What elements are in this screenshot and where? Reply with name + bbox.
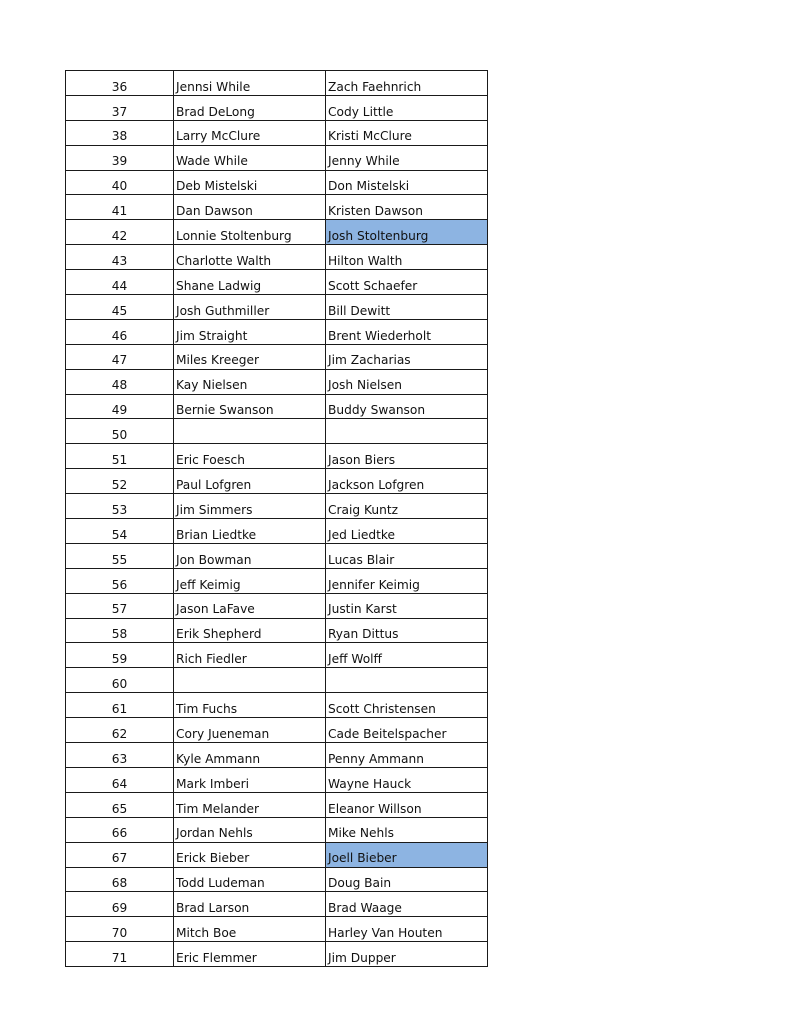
table-row [66, 120, 488, 145]
partner-name-cell: Wayne Hauck [326, 767, 488, 792]
partner-name-cell: Kristen Dawson [326, 195, 488, 220]
row-number-cell: 52 [66, 469, 174, 494]
first-name-cell: Paul Lofgren [174, 469, 326, 494]
first-name-cell: Jason LaFave [174, 593, 326, 618]
row-number-cell: 67 [66, 842, 174, 867]
first-name-cell: Wade While [174, 145, 326, 170]
table-row [66, 245, 488, 270]
row-number-cell: 41 [66, 195, 174, 220]
row-number-cell: 54 [66, 519, 174, 544]
row-number-cell: 57 [66, 593, 174, 618]
row-number-cell: 38 [66, 120, 174, 145]
highlighted-partner-name-cell: Joell Bieber [326, 842, 488, 867]
partner-name-cell: Bill Dewitt [326, 295, 488, 320]
row-number-cell: 40 [66, 170, 174, 195]
table-row [66, 892, 488, 917]
table-row [66, 519, 488, 544]
first-name-cell: Todd Ludeman [174, 867, 326, 892]
partner-name-cell: Jason Biers [326, 444, 488, 469]
first-name-cell: Jeff Keimig [174, 568, 326, 593]
table-row [66, 693, 488, 718]
row-number-cell: 36 [66, 71, 174, 96]
partner-name-cell: Lucas Blair [326, 543, 488, 568]
row-number-cell: 62 [66, 718, 174, 743]
table-row [66, 295, 488, 320]
table-row [66, 618, 488, 643]
pairings-table [65, 70, 488, 967]
first-name-cell: Jim Simmers [174, 494, 326, 519]
first-name-cell: Tim Fuchs [174, 693, 326, 718]
row-number-cell: 51 [66, 444, 174, 469]
table-row [66, 270, 488, 295]
first-name-cell: Dan Dawson [174, 195, 326, 220]
row-number-cell: 61 [66, 693, 174, 718]
row-number-cell: 70 [66, 917, 174, 942]
first-name-cell: Jennsi While [174, 71, 326, 96]
row-number-cell: 39 [66, 145, 174, 170]
partner-name-cell: Kristi McClure [326, 120, 488, 145]
pairings-table-body [66, 71, 488, 967]
partner-name-cell: Zach Faehnrich [326, 71, 488, 96]
row-number-cell: 37 [66, 95, 174, 120]
table-row [66, 494, 488, 519]
partner-name-cell: Cade Beitelspacher [326, 718, 488, 743]
table-row [66, 469, 488, 494]
row-number-cell: 58 [66, 618, 174, 643]
table-row [66, 867, 488, 892]
partner-name-cell: Cody Little [326, 95, 488, 120]
first-name-cell: Jim Straight [174, 319, 326, 344]
table-row [66, 220, 488, 245]
first-name-cell: Erik Shepherd [174, 618, 326, 643]
table-row [66, 568, 488, 593]
table-row [66, 817, 488, 842]
partner-name-cell: Jeff Wolff [326, 643, 488, 668]
row-number-cell: 53 [66, 494, 174, 519]
first-name-cell: Rich Fiedler [174, 643, 326, 668]
first-name-cell: Kyle Ammann [174, 743, 326, 768]
row-number-cell: 42 [66, 220, 174, 245]
first-name-cell: Eric Flemmer [174, 942, 326, 967]
first-name-cell: Jordan Nehls [174, 817, 326, 842]
partner-name-cell: Mike Nehls [326, 817, 488, 842]
partner-name-cell: Scott Christensen [326, 693, 488, 718]
first-name-cell: Erick Bieber [174, 842, 326, 867]
partner-name-cell: Jenny While [326, 145, 488, 170]
first-name-cell: Charlotte Walth [174, 245, 326, 270]
row-number-cell: 56 [66, 568, 174, 593]
table-row [66, 792, 488, 817]
table-row [66, 369, 488, 394]
partner-name-cell [326, 419, 488, 444]
partner-name-cell: Scott Schaefer [326, 270, 488, 295]
partner-name-cell: Penny Ammann [326, 743, 488, 768]
row-number-cell: 63 [66, 743, 174, 768]
table-row [66, 767, 488, 792]
table-row [66, 71, 488, 96]
table-row [66, 643, 488, 668]
partner-name-cell: Craig Kuntz [326, 494, 488, 519]
row-number-cell: 47 [66, 344, 174, 369]
highlighted-partner-name-cell: Josh Stoltenburg [326, 220, 488, 245]
table-row [66, 419, 488, 444]
partner-name-cell [326, 668, 488, 693]
first-name-cell: Brad DeLong [174, 95, 326, 120]
partner-name-cell: Justin Karst [326, 593, 488, 618]
first-name-cell: Larry McClure [174, 120, 326, 145]
table-row [66, 170, 488, 195]
first-name-cell: Eric Foesch [174, 444, 326, 469]
first-name-cell: Miles Kreeger [174, 344, 326, 369]
table-row [66, 543, 488, 568]
table-row [66, 195, 488, 220]
table-row [66, 319, 488, 344]
table-row [66, 718, 488, 743]
row-number-cell: 69 [66, 892, 174, 917]
table-row [66, 668, 488, 693]
first-name-cell: Mark Imberi [174, 767, 326, 792]
row-number-cell: 68 [66, 867, 174, 892]
row-number-cell: 60 [66, 668, 174, 693]
first-name-cell [174, 419, 326, 444]
first-name-cell: Jon Bowman [174, 543, 326, 568]
partner-name-cell: Ryan Dittus [326, 618, 488, 643]
table-row [66, 145, 488, 170]
row-number-cell: 44 [66, 270, 174, 295]
partner-name-cell: Jackson Lofgren [326, 469, 488, 494]
table-row [66, 394, 488, 419]
first-name-cell: Cory Jueneman [174, 718, 326, 743]
table-row [66, 593, 488, 618]
row-number-cell: 55 [66, 543, 174, 568]
first-name-cell: Deb Mistelski [174, 170, 326, 195]
partner-name-cell: Eleanor Willson [326, 792, 488, 817]
row-number-cell: 59 [66, 643, 174, 668]
table-row [66, 344, 488, 369]
partner-name-cell: Don Mistelski [326, 170, 488, 195]
partner-name-cell: Doug Bain [326, 867, 488, 892]
partner-name-cell: Brent Wiederholt [326, 319, 488, 344]
first-name-cell: Tim Melander [174, 792, 326, 817]
row-number-cell: 66 [66, 817, 174, 842]
first-name-cell: Mitch Boe [174, 917, 326, 942]
partner-name-cell: Harley Van Houten [326, 917, 488, 942]
partner-name-cell: Hilton Walth [326, 245, 488, 270]
row-number-cell: 50 [66, 419, 174, 444]
first-name-cell [174, 668, 326, 693]
row-number-cell: 46 [66, 319, 174, 344]
table-row [66, 444, 488, 469]
partner-name-cell: Jed Liedtke [326, 519, 488, 544]
partner-name-cell: Buddy Swanson [326, 394, 488, 419]
table-row [66, 942, 488, 967]
row-number-cell: 64 [66, 767, 174, 792]
table-row [66, 95, 488, 120]
row-number-cell: 45 [66, 295, 174, 320]
partner-name-cell: Jennifer Keimig [326, 568, 488, 593]
row-number-cell: 49 [66, 394, 174, 419]
row-number-cell: 43 [66, 245, 174, 270]
row-number-cell: 71 [66, 942, 174, 967]
partner-name-cell: Jim Dupper [326, 942, 488, 967]
partner-name-cell: Brad Waage [326, 892, 488, 917]
first-name-cell: Josh Guthmiller [174, 295, 326, 320]
partner-name-cell: Josh Nielsen [326, 369, 488, 394]
table-row [66, 743, 488, 768]
row-number-cell: 65 [66, 792, 174, 817]
first-name-cell: Lonnie Stoltenburg [174, 220, 326, 245]
first-name-cell: Kay Nielsen [174, 369, 326, 394]
first-name-cell: Brian Liedtke [174, 519, 326, 544]
partner-name-cell: Jim Zacharias [326, 344, 488, 369]
first-name-cell: Bernie Swanson [174, 394, 326, 419]
first-name-cell: Brad Larson [174, 892, 326, 917]
first-name-cell: Shane Ladwig [174, 270, 326, 295]
table-row [66, 842, 488, 867]
row-number-cell: 48 [66, 369, 174, 394]
table-row [66, 917, 488, 942]
